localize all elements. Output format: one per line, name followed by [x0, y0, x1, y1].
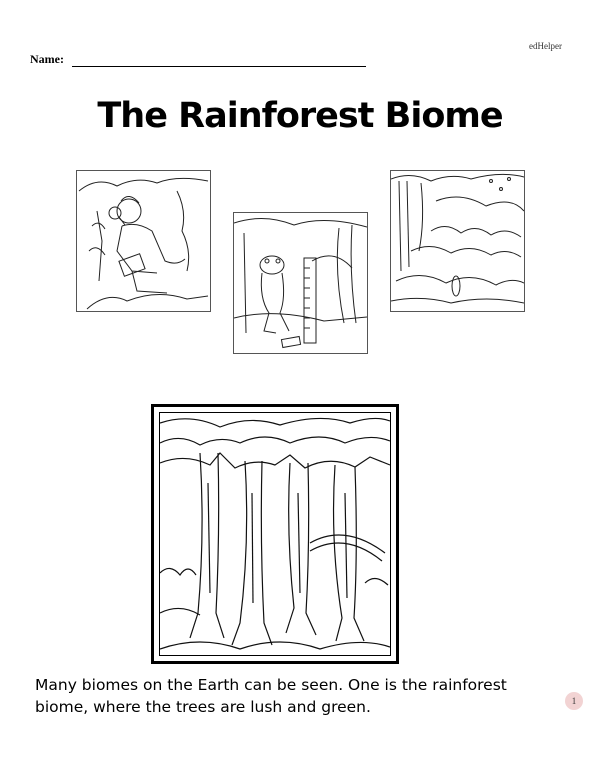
dense-rainforest-icon [390, 170, 525, 312]
page-title: The Rainforest Biome [97, 96, 503, 136]
paragraph-line-2: biome, where the trees are lush and green. [35, 698, 371, 716]
name-input-line[interactable] [72, 54, 366, 67]
brand-label: edHelper [529, 41, 562, 51]
frog-with-ruler-icon [233, 212, 368, 354]
rainforest-trees-icon [151, 404, 399, 664]
name-field-row [30, 52, 366, 67]
paragraph-line-1: Many biomes on the Earth can be seen. One is the rainforest [35, 676, 507, 694]
explorer-with-magnifier-icon [76, 170, 211, 312]
page-number-badge: 1 [565, 692, 583, 710]
intro-paragraph [35, 674, 555, 718]
name-label: Name: [30, 52, 64, 66]
